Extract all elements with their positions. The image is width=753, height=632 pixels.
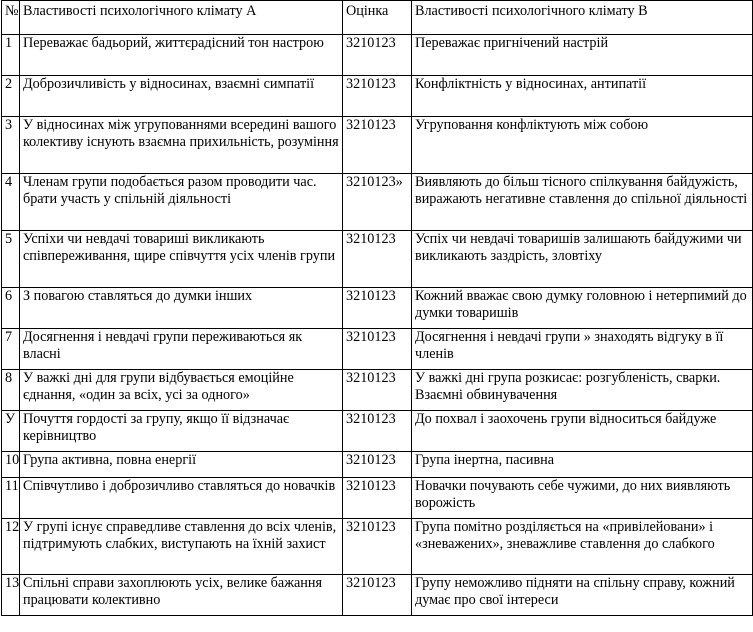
climate-b-cell: Новачки почувають себе чужими, до них виявляють ворожість bbox=[412, 478, 753, 519]
score-cell: 3210123 bbox=[343, 411, 412, 452]
row-number: 5 bbox=[2, 231, 20, 288]
climate-a-cell: У важкі дні для групи відбувається емоційне єднання, «один за всіх, усі за одного» bbox=[20, 370, 343, 411]
table-row bbox=[2, 174, 753, 231]
row-number: 10 bbox=[2, 452, 20, 478]
row-number: 1 bbox=[2, 35, 20, 76]
climate-a-cell: Спільні справи захоплюють усіх, велике бажання працювати колективно bbox=[20, 575, 343, 616]
score-cell: 3210123 bbox=[343, 478, 412, 519]
climate-b-cell: Переважає пригнічений настрій bbox=[412, 35, 753, 76]
climate-a-cell: Співчутливо і доброзичливо ставляться до новачків bbox=[20, 478, 343, 519]
table-row bbox=[2, 478, 753, 519]
climate-a-cell: Членам групи подобається разом проводити час. брати участь у спільній діяльності bbox=[20, 174, 343, 231]
table-row bbox=[2, 117, 753, 174]
climate-a-cell: З повагою ставляться до думки інших bbox=[20, 288, 343, 329]
score-cell: 3210123 bbox=[343, 575, 412, 616]
score-cell: 3210123 bbox=[343, 519, 412, 575]
climate-b-cell: У важкі дні група розкисає: розгубленість, сварки. Взаємні обвинувачення bbox=[412, 370, 753, 411]
climate-b-cell: Досягнення і невдачі групи » знаходять відгуку в її членів bbox=[412, 329, 753, 370]
row-number: 4 bbox=[2, 174, 20, 231]
psychological-climate-table bbox=[1, 0, 753, 616]
row-number: 12 bbox=[2, 519, 20, 575]
climate-b-cell: Група інертна, пасивна bbox=[412, 452, 753, 478]
climate-b-cell: Групу неможливо підняти на спільну справу, кожний думає про свої інтереси bbox=[412, 575, 753, 616]
score-cell: 3210123 bbox=[343, 35, 412, 76]
climate-b-cell: Виявляють до більш тісного спілкування байдужість, виражають негативне ставлення до спільної діяльності bbox=[412, 174, 753, 231]
row-number: 3 bbox=[2, 117, 20, 174]
climate-a-cell: Переважає бадьорий, життєрадісний тон настрою bbox=[20, 35, 343, 76]
climate-a-cell: У відносинах між угрупованнями всередині вашого колективу існують взаємна прихильність, розуміння bbox=[20, 117, 343, 174]
table-row bbox=[2, 76, 753, 117]
climate-a-cell: Почуття гордості за групу, якщо її відзначає керівництво bbox=[20, 411, 343, 452]
row-number: 11 bbox=[2, 478, 20, 519]
table-row bbox=[2, 288, 753, 329]
header-num: № bbox=[2, 1, 20, 35]
climate-a-cell: Група активна, повна енергії bbox=[20, 452, 343, 478]
table-row bbox=[2, 35, 753, 76]
score-cell: 3210123 bbox=[343, 288, 412, 329]
climate-b-cell: До похвал і заохочень групи відноситься байдуже bbox=[412, 411, 753, 452]
climate-a-cell: Доброзичливість у відносинах, взаємні симпатії bbox=[20, 76, 343, 117]
climate-b-cell: Успіх чи невдачі товаришів залишають байдужими чи викликають заздрість, зловтіху bbox=[412, 231, 753, 288]
table-row bbox=[2, 231, 753, 288]
score-cell: 3210123 bbox=[343, 329, 412, 370]
score-cell: 3210123 bbox=[343, 76, 412, 117]
score-cell: 3210123 bbox=[343, 452, 412, 478]
climate-b-cell: Група помітно розділяється на «привілейовани» і «зневажених», зневажливе ставлення до слабкого bbox=[412, 519, 753, 575]
table-row bbox=[2, 575, 753, 616]
row-number: 13 bbox=[2, 575, 20, 616]
climate-a-cell: У групі існує справедливе ставлення до всіх членів, підтримують слабких, виступають на їхній захист bbox=[20, 519, 343, 575]
climate-b-cell: Угруповання конфліктують між собою bbox=[412, 117, 753, 174]
header-score: Оцінка bbox=[343, 1, 412, 35]
score-cell: 3210123 bbox=[343, 231, 412, 288]
row-number: 2 bbox=[2, 76, 20, 117]
score-cell: 3210123 bbox=[343, 370, 412, 411]
header-climate-b: Властивості психологічного клімату В bbox=[412, 1, 753, 35]
table-row bbox=[2, 519, 753, 575]
table-row bbox=[2, 329, 753, 370]
header-climate-a: Властивості психологічного клімату А bbox=[20, 1, 343, 35]
row-number: У bbox=[2, 411, 20, 452]
climate-a-cell: Досягнення і невдачі групи переживаються як власні bbox=[20, 329, 343, 370]
table-row bbox=[2, 370, 753, 411]
climate-b-cell: Конфліктність у відносинах, антипатії bbox=[412, 76, 753, 117]
climate-b-cell: Кожний вважає свою думку головною і нетерпимий до думки товаришів bbox=[412, 288, 753, 329]
row-number: 8 bbox=[2, 370, 20, 411]
header-row bbox=[2, 1, 753, 35]
climate-a-cell: Успіхи чи невдачі товариші викликають співпереживання, щире співчуття усіх членів групи bbox=[20, 231, 343, 288]
table-row bbox=[2, 411, 753, 452]
row-number: 6 bbox=[2, 288, 20, 329]
score-cell: 3210123» bbox=[343, 174, 412, 231]
table-row bbox=[2, 452, 753, 478]
row-number: 7 bbox=[2, 329, 20, 370]
score-cell: 3210123 bbox=[343, 117, 412, 174]
